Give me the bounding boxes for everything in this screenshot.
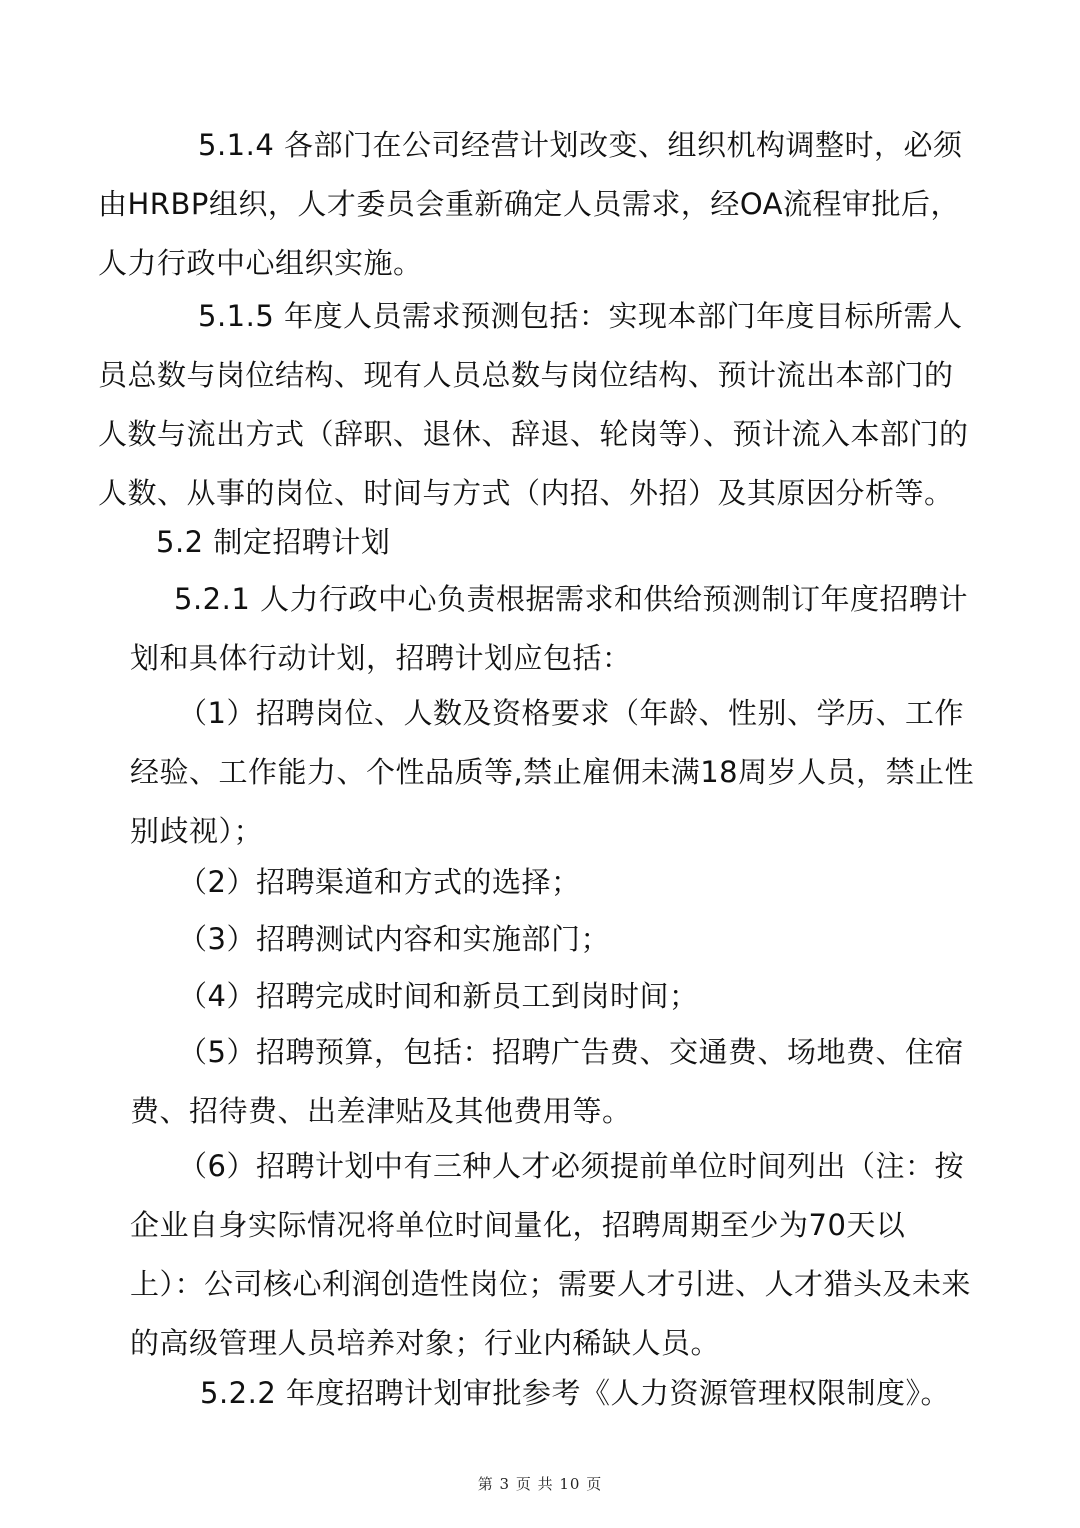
list-item-3: （3）招聘测试内容和实施部门； xyxy=(178,922,610,956)
paragraph-5-2-2: 5.2.2 年度招聘计划审批参考《人力资源管理权限制度》。 xyxy=(200,1376,951,1410)
list-item-1: （1）招聘岗位、人数及资格要求（年龄、性别、学历、工作经验、工作能力、个性品质等,禁止雇佣未满18周岁人员，禁止性别歧视）； xyxy=(130,696,975,848)
list-item-4: （4）招聘完成时间和新员工到岗时间； xyxy=(178,979,699,1013)
paragraph-5-1-4: 5.1.4 各部门在公司经营计划改变、组织机构调整时，必须由HRBP组织，人才委员会重新确定人员需求，经OA流程审批后，人力行政中心组织实施。 xyxy=(98,128,963,280)
paragraph-5-1-5: 5.1.5 年度人员需求预测包括：实现本部门年度目标所需人员总数与岗位结构、现有人员总数与岗位结构、预计流出本部门的人数与流出方式（辞职、退休、辞退、轮岗等）、预计流入本部门的人数、从事的岗位、时间与方式（内招、外招）及其原因分析等。 xyxy=(98,299,969,510)
paragraph-5-2-1: 5.2.1 人力行政中心负责根据需求和供给预测制订年度招聘计划和具体行动计划，招聘计划应包括： xyxy=(130,582,969,675)
list-item-5: （5）招聘预算，包括：招聘广告费、交通费、场地费、住宿费、招待费、出差津贴及其他费用等。 xyxy=(130,1035,964,1128)
section-heading-5-2: 5.2 制定招聘计划 xyxy=(156,525,391,559)
list-item-6: （6）招聘计划中有三种人才必须提前单位时间列出（注：按企业自身实际情况将单位时间量化，招聘周期至少为70天以上）：公司核心利润创造性岗位；需要人才引进、人才猎头及未来的高级管理人员培养对象；行业内稀缺人员。 xyxy=(130,1149,972,1360)
page-footer: 第 3 页 共 10 页 xyxy=(477,1475,603,1493)
list-item-2: （2）招聘渠道和方式的选择； xyxy=(178,865,581,899)
